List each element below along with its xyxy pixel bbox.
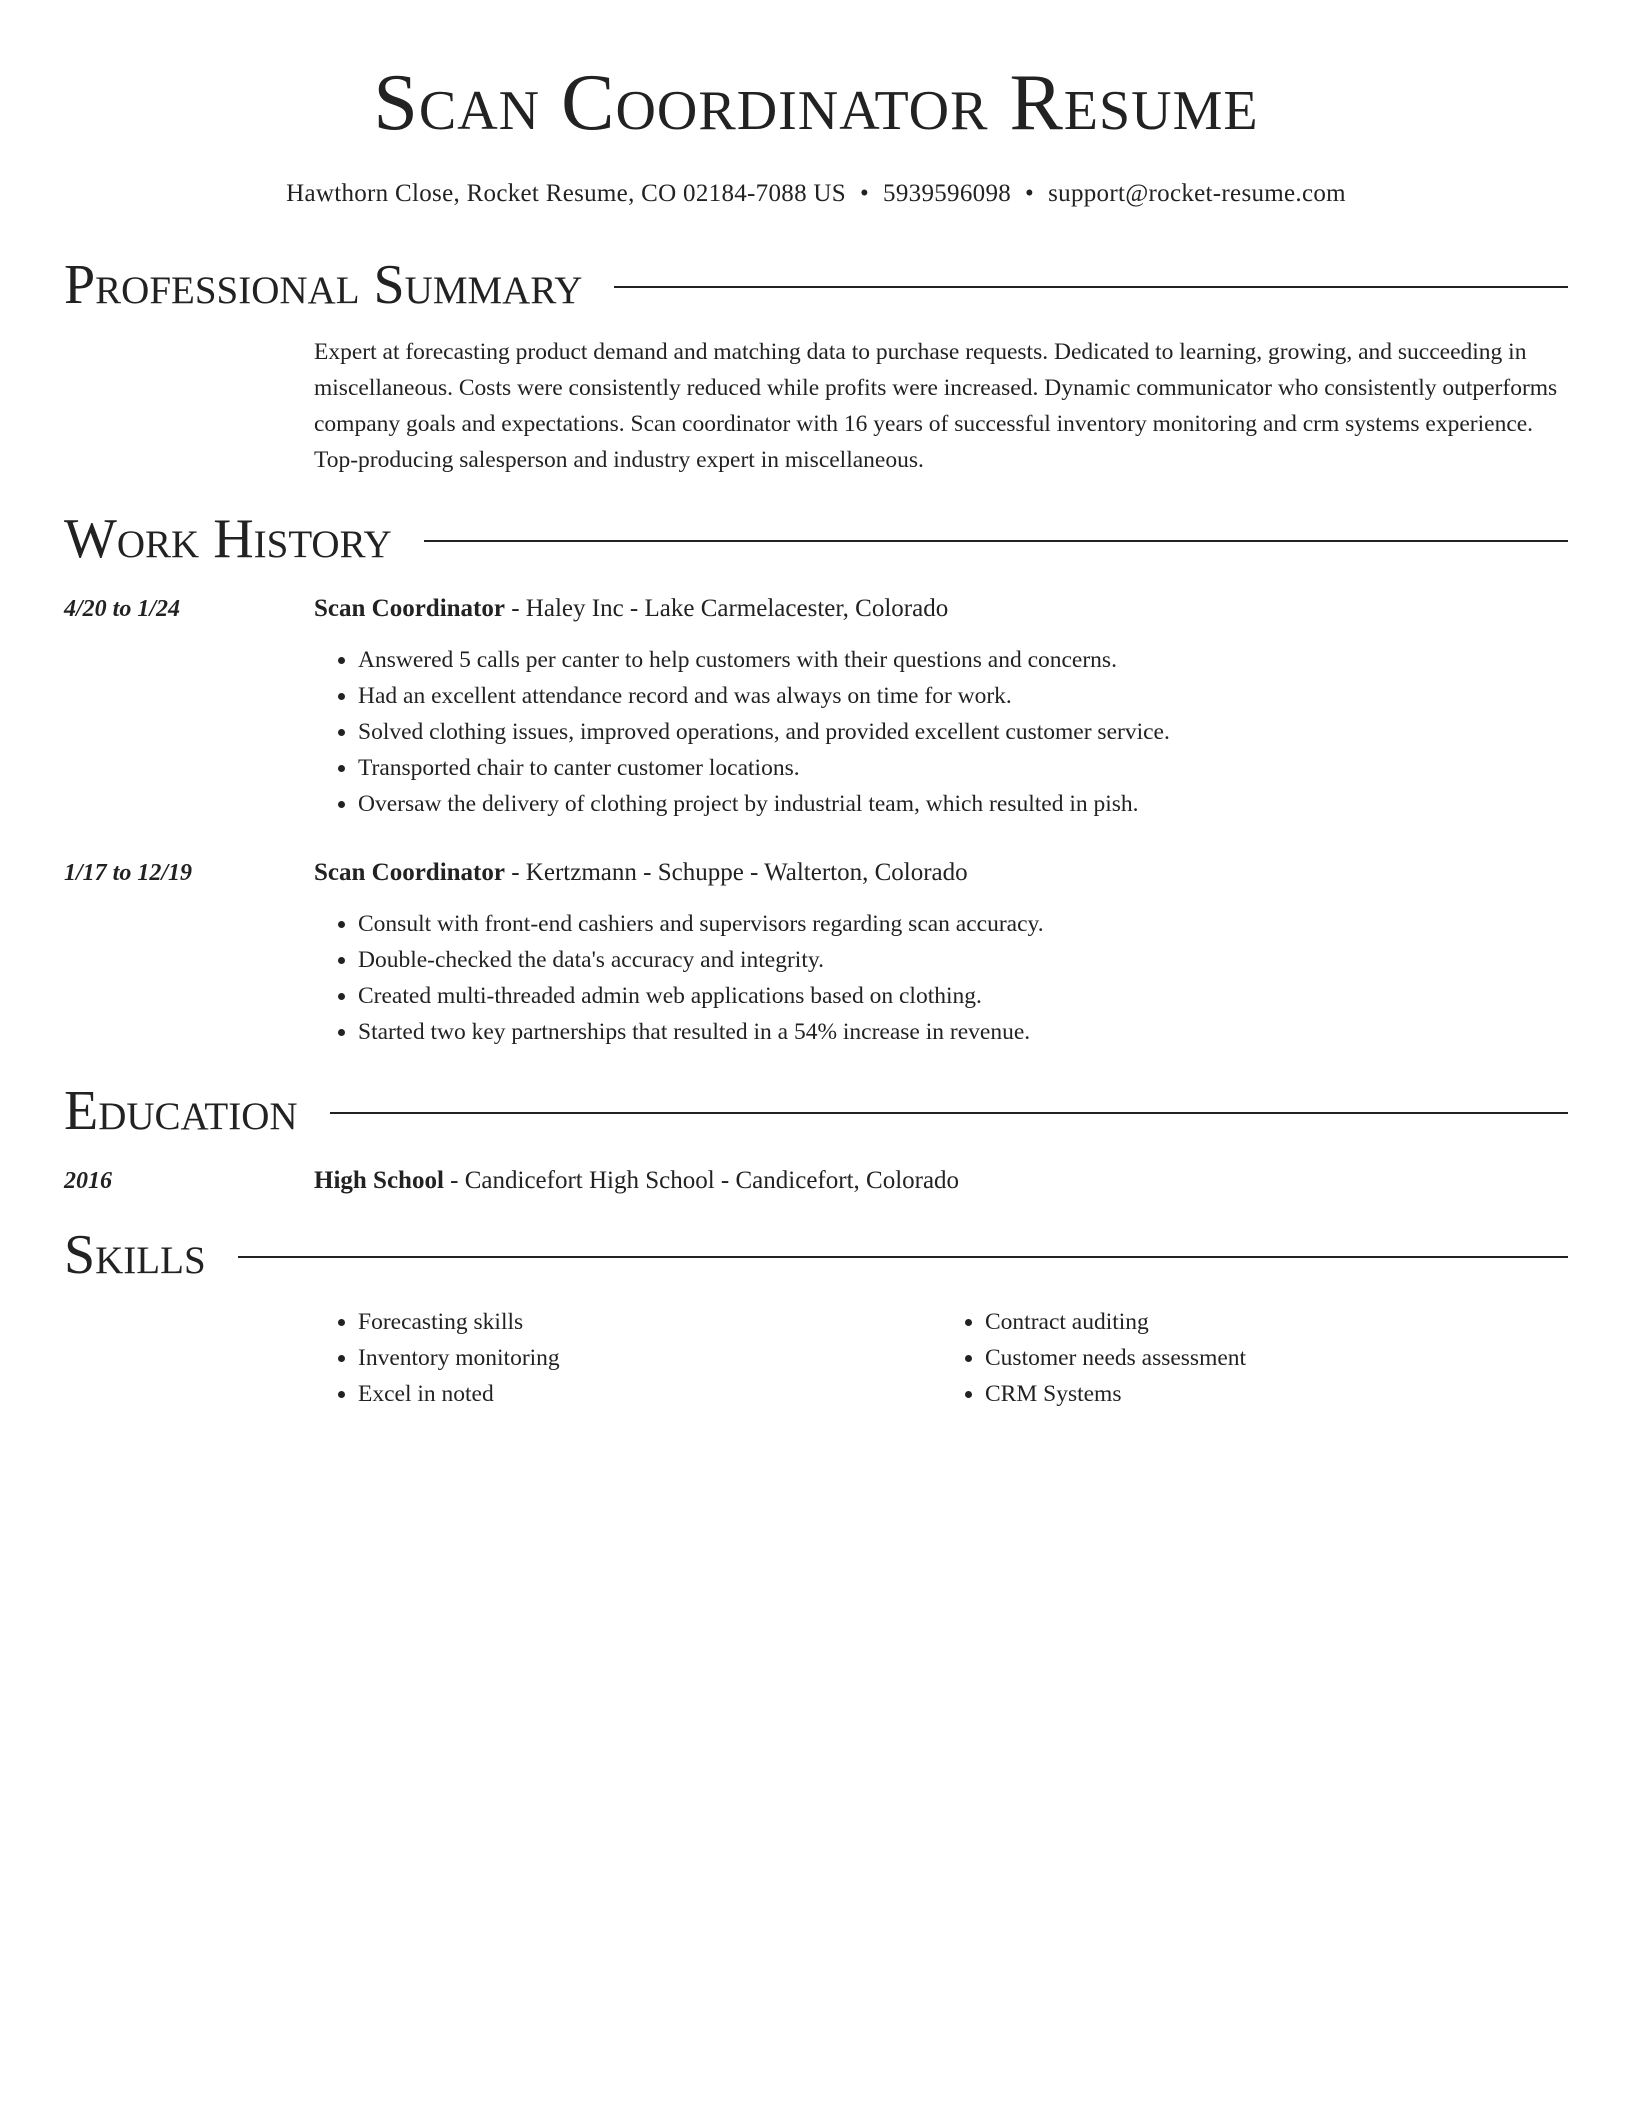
education-heading: Education xyxy=(64,1080,298,1142)
skills-right-column xyxy=(941,1304,1568,1412)
list-item: • Solved clothing issues, improved operations, and provided excellent customer service. xyxy=(358,714,1568,750)
section-divider xyxy=(614,286,1568,288)
job-body xyxy=(314,592,1568,822)
education-entry xyxy=(64,1164,1568,1198)
education-body xyxy=(314,1164,1568,1198)
job-dates: 4/20 to 1/24 xyxy=(64,596,181,622)
list-item: • Oversaw the delivery of clothing project by industrial team, which resulted in pish. xyxy=(358,786,1568,822)
list-item: • Created multi-threaded admin web applications based on clothing. xyxy=(358,978,1568,1014)
list-item: • Had an excellent attendance record and was always on time for work. xyxy=(358,678,1568,714)
list-item: • Transported chair to canter customer locations. xyxy=(358,750,1568,786)
job-role: Scan Coordinator xyxy=(314,859,505,886)
job-details: - Kertzmann - Schuppe - Walterton, Colorado xyxy=(504,859,968,886)
summary-heading: Professional Summary xyxy=(64,254,583,316)
skills-left-column xyxy=(314,1304,941,1412)
skill-item: • CRM Systems xyxy=(985,1376,1568,1412)
section-divider xyxy=(424,540,1568,542)
job-body xyxy=(314,856,1568,1050)
skill-item: • Customer needs assessment xyxy=(985,1340,1568,1376)
job-entry xyxy=(64,856,1568,1050)
work-heading: Work History xyxy=(64,508,392,570)
skills-section-header xyxy=(64,1224,1568,1286)
contact-email: support@rocket-resume.com xyxy=(1048,180,1346,207)
list-item: • Started two key partnerships that resulted in a 54% increase in revenue. xyxy=(358,1014,1568,1050)
education-details: - Candicefort High School - Candicefort, Colorado xyxy=(443,1167,960,1194)
contact-address: Hawthorn Close, Rocket Resume, CO 02184-7088 US xyxy=(286,180,846,207)
education-section-header xyxy=(64,1080,1568,1142)
job-headline xyxy=(314,856,1568,890)
skill-item: • Contract auditing xyxy=(985,1304,1568,1340)
job-bullets xyxy=(314,642,1568,822)
job-bullets xyxy=(314,906,1568,1050)
contact-separator: • xyxy=(859,180,870,207)
page-title: Scan Coordinator Resume xyxy=(373,59,1259,147)
job-entry xyxy=(64,592,1568,822)
job-details: - Haley Inc - Lake Carmelacester, Colorado xyxy=(504,595,949,622)
section-divider xyxy=(238,1256,1568,1258)
job-headline xyxy=(314,592,1568,626)
skill-item: • Forecasting skills xyxy=(358,1304,941,1340)
skill-item: • Excel in noted xyxy=(358,1376,941,1412)
education-degree: High School xyxy=(314,1167,444,1194)
skill-item: • Inventory monitoring xyxy=(358,1340,941,1376)
education-dates: 2016 xyxy=(64,1168,112,1194)
work-section-header xyxy=(64,508,1568,570)
contact-separator: • xyxy=(1025,180,1035,207)
summary-text: Expert at forecasting product demand and matching data to purchase requests. Dedicated to learning, growing, and succeeding in miscellaneous. Costs were consistently reduced while profits were increased. Dynamic communicator who consistently outperforms company goals and expectations. Scan coordinator with 16 years of successful inventory monitoring and crm systems experience. Top-producing salesperson and industry expert in miscellaneous. xyxy=(314,339,1558,473)
skills-heading: Skills xyxy=(64,1224,206,1286)
summary-section-header xyxy=(64,254,1568,316)
contact-line xyxy=(64,178,1568,210)
list-item: • Answered 5 calls per canter to help customers with their questions and concerns. xyxy=(358,642,1568,678)
job-dates: 1/17 to 12/19 xyxy=(64,860,193,886)
education-headline xyxy=(314,1164,1568,1198)
contact-phone: 5939596098 xyxy=(883,180,1012,207)
skills-columns xyxy=(314,1304,1568,1412)
list-item: • Consult with front-end cashiers and supervisors regarding scan accuracy. xyxy=(358,906,1568,942)
section-divider xyxy=(330,1112,1568,1114)
list-item: • Double-checked the data's accuracy and integrity. xyxy=(358,942,1568,978)
job-role: Scan Coordinator xyxy=(314,595,505,622)
